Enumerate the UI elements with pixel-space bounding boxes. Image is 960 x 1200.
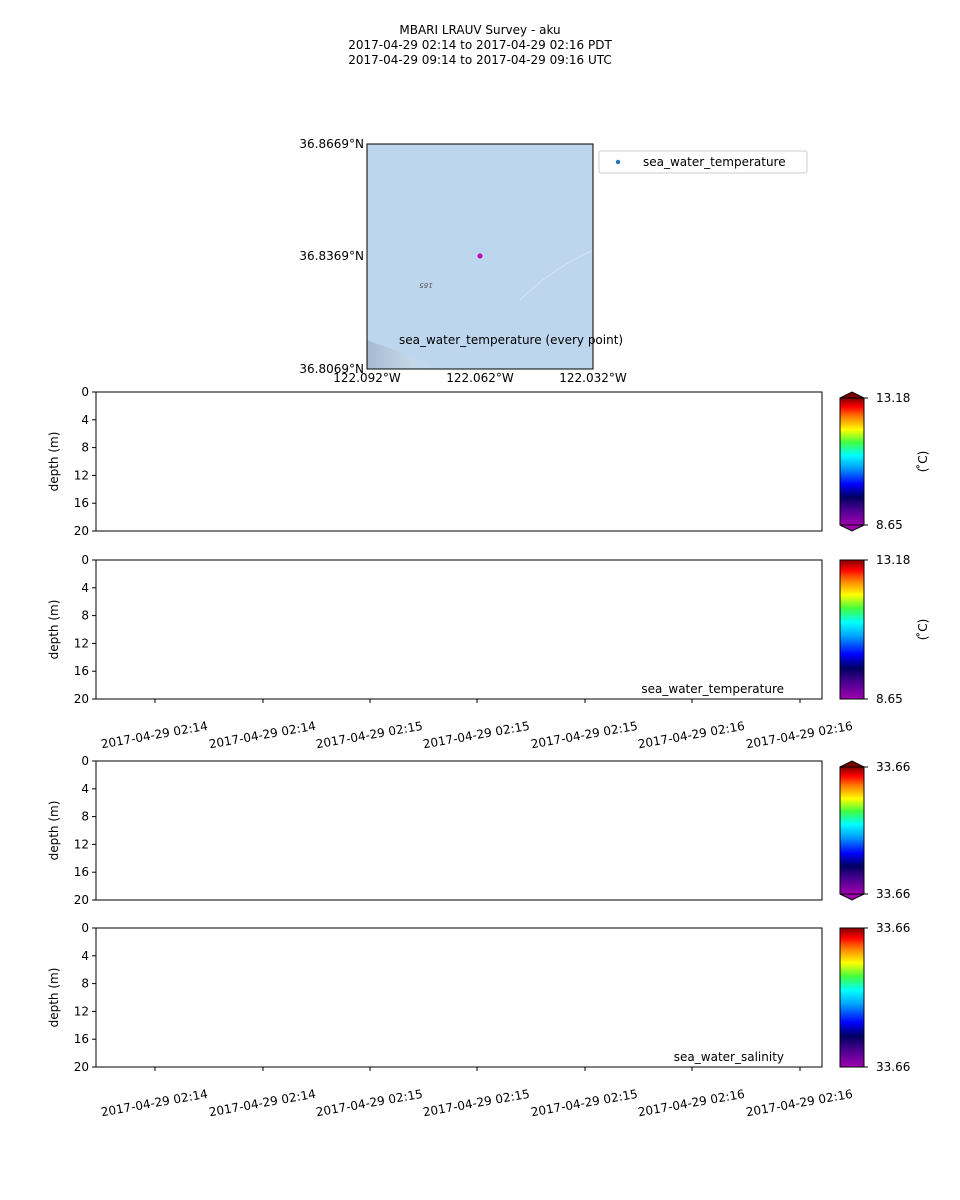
y-axis-label: depth (m) [47,800,61,861]
y-tick-label: 8 [81,976,89,991]
panel-frame [96,928,822,1067]
title-line-2: 2017-04-29 02:14 to 2017-04-29 02:16 PDT [348,38,612,52]
panel-label: sea_water_temperature [641,682,784,696]
colorbar [840,391,930,532]
legend-label: sea_water_temperature [643,155,786,169]
y-tick-label: 20 [73,1060,89,1074]
colorbar [840,760,910,901]
y-tick-label: 20 [73,893,89,907]
lat-tick-bottom: 36.8069°N [299,362,364,376]
depth-panel-1 [47,385,930,538]
panel-frame [96,392,822,531]
colorbar-min-label: 8.65 [876,518,903,532]
colorbar-fill [840,928,864,1067]
x-tick-label: 2017-04-29 02:14 [99,1086,209,1120]
panel-frame [96,560,822,699]
y-tick-label: 12 [73,837,89,852]
colorbar [840,921,910,1074]
colorbar-max-label: 33.66 [876,921,911,935]
x-tick-label: 2017-04-29 02:14 [99,718,209,752]
colorbar-max-label: 33.66 [876,760,911,774]
lon-tick-mid: 122.062°W [446,371,514,385]
lat-tick-top: 36.8669°N [299,137,364,151]
y-tick-label: 0 [81,754,89,768]
colorbar-min-label: 8.65 [876,692,903,706]
panel-label: sea_water_salinity [673,1050,784,1064]
y-tick-label: 16 [73,496,89,511]
map-bathymetry-label: 165 [419,281,433,289]
colorbar [840,553,930,706]
y-tick-label: 4 [81,412,89,427]
x-tick-label: 2017-04-29 02:15 [314,718,424,752]
y-tick-label: 12 [73,1004,89,1019]
y-tick-label: 0 [81,385,89,399]
map-annotation: sea_water_temperature (every point) [399,333,624,347]
y-tick-label: 8 [81,440,89,455]
lat-tick-mid: 36.8369°N [299,249,364,263]
lon-tick-right: 122.032°W [559,371,627,385]
depth-panel-2 [47,553,930,751]
y-tick-label: 20 [73,692,89,706]
lon-tick-left: 122.092°W [333,371,401,385]
colorbar-max-label: 13.18 [876,553,911,567]
y-tick-label: 0 [81,553,89,567]
x-tick-label: 2017-04-29 02:16 [636,1086,746,1120]
x-tick-label: 2017-04-29 02:15 [529,718,639,752]
depth-panel-3 [47,754,910,907]
y-tick-label: 12 [73,636,89,651]
y-tick-label: 0 [81,921,89,935]
y-tick-label: 16 [73,664,89,679]
y-tick-label: 4 [81,781,89,796]
colorbar-fill [840,398,864,525]
y-tick-label: 12 [73,468,89,483]
y-axis-label: depth (m) [47,599,61,660]
y-tick-label: 4 [81,948,89,963]
y-tick-label: 16 [73,1032,89,1047]
colorbar-extend-top [840,392,864,398]
title-line-3: 2017-04-29 09:14 to 2017-04-29 09:16 UTC [348,53,612,67]
x-tick-label: 2017-04-29 02:16 [636,718,746,752]
map-panel [299,137,807,385]
legend-marker [616,160,620,164]
colorbar-unit-label: ( ̊C) [916,618,930,641]
x-tick-label: 2017-04-29 02:14 [207,1086,317,1120]
y-tick-label: 8 [81,809,89,824]
colorbar-min-label: 33.66 [876,887,911,901]
colorbar-min-label: 33.66 [876,1060,911,1074]
y-axis-label: depth (m) [47,431,61,492]
y-axis-label: depth (m) [47,967,61,1028]
depth-panel-4 [47,921,910,1119]
colorbar-fill [840,767,864,894]
x-tick-label: 2017-04-29 02:16 [744,718,854,752]
x-tick-label: 2017-04-29 02:15 [314,1086,424,1120]
x-tick-label: 2017-04-29 02:16 [744,1086,854,1120]
y-tick-label: 20 [73,524,89,538]
colorbar-extend-bottom [840,525,864,531]
y-tick-label: 16 [73,865,89,880]
panel-frame [96,761,822,900]
y-tick-label: 8 [81,608,89,623]
x-tick-label: 2017-04-29 02:15 [529,1086,639,1120]
map-legend [599,151,807,173]
colorbar-extend-top [840,761,864,767]
y-tick-label: 4 [81,580,89,595]
colorbar-fill [840,560,864,699]
depth-panels [47,385,930,1119]
colorbar-extend-bottom [840,894,864,900]
colorbar-unit-label: ( ̊C) [916,450,930,473]
x-tick-label: 2017-04-29 02:14 [207,718,317,752]
colorbar-max-label: 13.18 [876,391,911,405]
x-tick-label: 2017-04-29 02:15 [421,1086,531,1120]
vehicle-position-point [478,254,483,259]
x-tick-label: 2017-04-29 02:15 [421,718,531,752]
title-line-1: MBARI LRAUV Survey - aku [399,23,561,37]
